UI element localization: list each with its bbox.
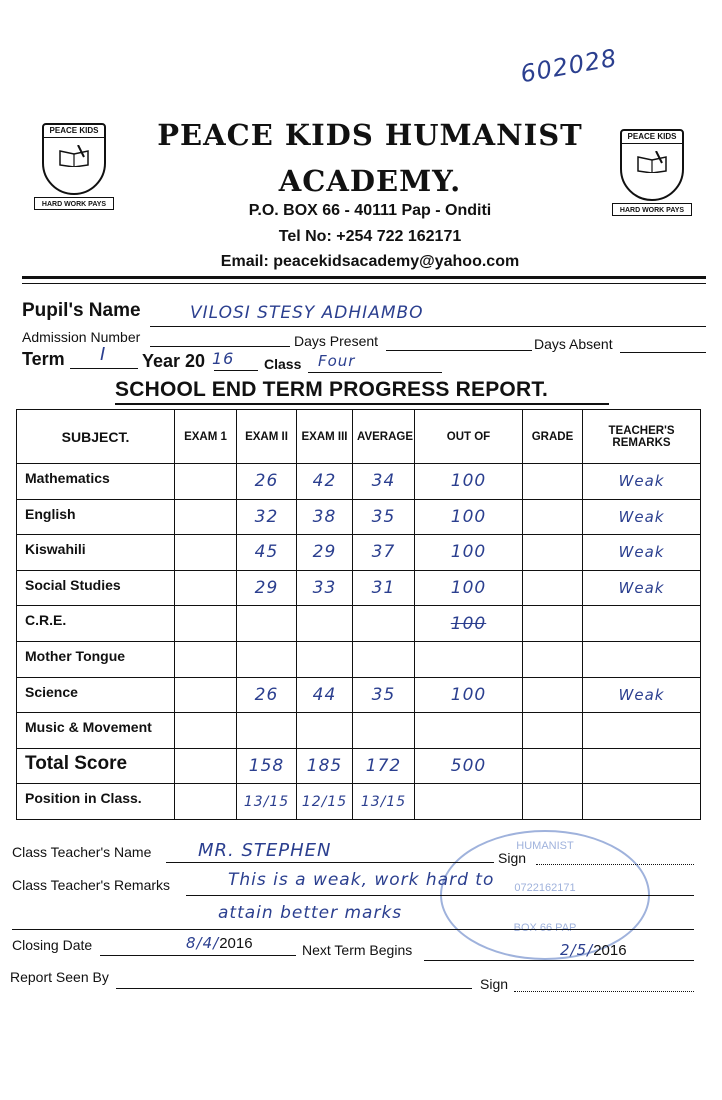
average-cell: 13/15 bbox=[353, 784, 415, 820]
class-value: Four bbox=[318, 352, 356, 370]
grade-cell bbox=[523, 784, 583, 820]
table-row-position bbox=[17, 784, 701, 820]
school-name bbox=[150, 112, 590, 204]
exam2-cell: 29 bbox=[237, 570, 297, 606]
logo-motto: HARD WORK PAYS bbox=[34, 197, 114, 210]
stamp-line3: BOX 66 PAP bbox=[513, 922, 577, 934]
exam2-cell bbox=[237, 641, 297, 677]
header-teacher-remarks: TEACHER'S REMARKS bbox=[583, 410, 701, 464]
remarks-cell: Weak bbox=[583, 464, 701, 500]
school-tel: Tel No: +254 722 162171 bbox=[278, 228, 462, 245]
class-teacher-name-line bbox=[166, 862, 494, 863]
remarks-cell: Weak bbox=[583, 535, 701, 571]
remarks-line-1 bbox=[186, 895, 694, 896]
logo-motto: HARD WORK PAYS bbox=[612, 203, 692, 216]
exam2-cell: 158 bbox=[237, 748, 297, 784]
header-grade: GRADE bbox=[523, 410, 583, 464]
subject-cell: Mathematics bbox=[17, 464, 175, 500]
subject-cell: Social Studies bbox=[17, 570, 175, 606]
exam3-cell: 185 bbox=[297, 748, 353, 784]
grade-cell bbox=[523, 499, 583, 535]
out-of-cell bbox=[415, 713, 523, 749]
school-logo-left bbox=[34, 115, 114, 215]
stamp-line2: 0722162171 bbox=[514, 882, 576, 894]
remarks-cell bbox=[583, 784, 701, 820]
subject-cell: English bbox=[17, 499, 175, 535]
remarks-cell bbox=[583, 606, 701, 642]
subject-cell: Science bbox=[17, 677, 175, 713]
exam2-cell bbox=[237, 606, 297, 642]
grade-cell bbox=[523, 570, 583, 606]
logo-top-text: PEACE KIDS bbox=[620, 129, 684, 144]
closing-date-day: 8/4/ bbox=[186, 934, 220, 952]
exam3-cell: 38 bbox=[297, 499, 353, 535]
year-value: 16 bbox=[212, 349, 235, 368]
out-of-cell bbox=[415, 784, 523, 820]
logo-top-text: PEACE KIDS bbox=[42, 123, 106, 138]
subject-cell: Music & Movement bbox=[17, 713, 175, 749]
exam2-cell: 26 bbox=[237, 677, 297, 713]
report-title: SCHOOL END TERM PROGRESS REPORT. bbox=[115, 378, 549, 401]
school-name-line2: ACADEMY. bbox=[278, 164, 462, 198]
days-present-label: Days Present bbox=[294, 333, 379, 349]
admission-number-line bbox=[150, 346, 290, 347]
term-value: I bbox=[100, 344, 107, 365]
exam1-cell bbox=[175, 606, 237, 642]
serial-number: 602028 bbox=[518, 43, 620, 89]
school-email: Email: peacekidsacademy@yahoo.com bbox=[220, 253, 520, 270]
remarks-cell bbox=[583, 713, 701, 749]
table-row bbox=[17, 570, 701, 606]
out-of-cell: 100 bbox=[415, 499, 523, 535]
term-line bbox=[70, 368, 138, 369]
sign-label-1: Sign bbox=[498, 850, 527, 866]
out-of-cell bbox=[415, 641, 523, 677]
remarks-value-line2: attain better marks bbox=[218, 903, 403, 923]
report-title-underline bbox=[115, 403, 609, 405]
average-cell: 31 bbox=[353, 570, 415, 606]
class-line bbox=[308, 372, 442, 373]
exam1-cell bbox=[175, 464, 237, 500]
pupil-name-value: VILOSI STESY ADHIAMBO bbox=[190, 303, 424, 323]
exam3-cell: 44 bbox=[297, 677, 353, 713]
exam2-cell: 13/15 bbox=[237, 784, 297, 820]
average-cell: 35 bbox=[353, 677, 415, 713]
days-absent-line bbox=[620, 352, 706, 353]
results-table bbox=[16, 409, 701, 820]
remarks-cell: Weak bbox=[583, 499, 701, 535]
report-seen-by-line bbox=[116, 988, 472, 989]
subject-cell: Mother Tongue bbox=[17, 641, 175, 677]
school-name-line1: PEACE KIDS HUMANIST bbox=[157, 118, 583, 152]
table-row bbox=[17, 535, 701, 571]
open-book-icon bbox=[58, 145, 90, 167]
header-subject: SUBJECT. bbox=[17, 410, 175, 464]
report-seen-by-label: Report Seen By bbox=[10, 969, 109, 985]
subject-cell: C.R.E. bbox=[17, 606, 175, 642]
average-cell: 34 bbox=[353, 464, 415, 500]
pupil-name-label: Pupil's Name bbox=[22, 300, 141, 321]
exam3-cell bbox=[297, 713, 353, 749]
exam2-cell: 32 bbox=[237, 499, 297, 535]
exam3-cell: 42 bbox=[297, 464, 353, 500]
out-of-cell: 100 bbox=[415, 570, 523, 606]
grade-cell bbox=[523, 606, 583, 642]
table-row bbox=[17, 677, 701, 713]
sign-label-2: Sign bbox=[480, 976, 509, 992]
class-teacher-name-value: MR. STEPHEN bbox=[198, 840, 332, 861]
days-absent-label: Days Absent bbox=[534, 336, 613, 352]
grade-cell bbox=[523, 535, 583, 571]
header-exam1: EXAM 1 bbox=[175, 410, 237, 464]
year-line bbox=[214, 370, 258, 371]
days-present-line bbox=[386, 350, 532, 351]
class-label: Class bbox=[264, 356, 302, 372]
table-row-total bbox=[17, 748, 701, 784]
exam1-cell bbox=[175, 748, 237, 784]
stamp-line1: HUMANIST bbox=[516, 840, 574, 852]
header-rule-thin bbox=[22, 283, 706, 284]
header-rule bbox=[22, 276, 706, 279]
term-label: Term bbox=[22, 349, 65, 369]
average-cell bbox=[353, 713, 415, 749]
average-cell: 35 bbox=[353, 499, 415, 535]
next-term-begins-line bbox=[424, 960, 694, 961]
remarks-line-2 bbox=[12, 929, 694, 930]
remarks-cell: Weak bbox=[583, 570, 701, 606]
closing-date-label: Closing Date bbox=[12, 937, 93, 953]
header-average: AVERAGE bbox=[353, 410, 415, 464]
table-header-row bbox=[17, 410, 701, 464]
out-of-cell: 100 bbox=[415, 535, 523, 571]
average-cell: 37 bbox=[353, 535, 415, 571]
school-logo-right bbox=[612, 121, 692, 221]
table-row bbox=[17, 641, 701, 677]
remarks-cell: Weak bbox=[583, 677, 701, 713]
table-row bbox=[17, 464, 701, 500]
sign-line-1 bbox=[536, 864, 694, 865]
exam3-cell: 12/15 bbox=[297, 784, 353, 820]
closing-date-line bbox=[100, 955, 296, 956]
subject-cell: Position in Class. bbox=[17, 784, 175, 820]
next-term-begins-label: Next Term Begins bbox=[302, 942, 413, 958]
header-exam2: EXAM II bbox=[237, 410, 297, 464]
admission-number-label: Admission Number bbox=[22, 329, 141, 345]
next-term-year: 2016 bbox=[593, 942, 627, 959]
pupil-name-line bbox=[150, 326, 706, 327]
out-of-cell: 500 bbox=[415, 748, 523, 784]
exam1-cell bbox=[175, 499, 237, 535]
exam1-cell bbox=[175, 641, 237, 677]
exam3-cell bbox=[297, 641, 353, 677]
exam1-cell bbox=[175, 784, 237, 820]
header-exam3: EXAM III bbox=[297, 410, 353, 464]
sign-line-2 bbox=[514, 991, 694, 992]
remarks-value-line1: This is a weak, work hard to bbox=[228, 870, 495, 890]
grade-cell bbox=[523, 641, 583, 677]
closing-date-value bbox=[186, 934, 253, 952]
out-of-cell: 100 bbox=[415, 464, 523, 500]
exam3-cell: 29 bbox=[297, 535, 353, 571]
grade-cell bbox=[523, 713, 583, 749]
closing-date-year: 2016 bbox=[219, 935, 253, 952]
class-teacher-name-label: Class Teacher's Name bbox=[12, 844, 152, 860]
exam3-cell bbox=[297, 606, 353, 642]
exam2-cell bbox=[237, 713, 297, 749]
out-of-cell: 100 bbox=[415, 677, 523, 713]
year-label: Year 20 bbox=[142, 351, 206, 371]
next-term-day: 2/5/ bbox=[560, 941, 594, 959]
grade-cell bbox=[523, 464, 583, 500]
class-teacher-remarks-label: Class Teacher's Remarks bbox=[12, 877, 171, 893]
exam3-cell: 33 bbox=[297, 570, 353, 606]
header-out-of: OUT OF bbox=[415, 410, 523, 464]
out-of-cell-struck: 100 bbox=[415, 606, 523, 642]
subject-cell: Kiswahili bbox=[17, 535, 175, 571]
exam2-cell: 45 bbox=[237, 535, 297, 571]
subject-cell: Total Score bbox=[17, 748, 175, 784]
average-cell bbox=[353, 641, 415, 677]
table-row bbox=[17, 713, 701, 749]
remarks-cell bbox=[583, 748, 701, 784]
average-cell bbox=[353, 606, 415, 642]
remarks-cell bbox=[583, 641, 701, 677]
exam1-cell bbox=[175, 677, 237, 713]
school-address: P.O. BOX 66 - 40111 Pap - Onditi bbox=[248, 202, 492, 219]
grade-cell bbox=[523, 748, 583, 784]
exam1-cell bbox=[175, 535, 237, 571]
exam1-cell bbox=[175, 570, 237, 606]
grade-cell bbox=[523, 677, 583, 713]
next-term-begins-value bbox=[560, 941, 627, 959]
table-row bbox=[17, 606, 701, 642]
exam1-cell bbox=[175, 713, 237, 749]
average-cell: 172 bbox=[353, 748, 415, 784]
open-book-icon bbox=[636, 151, 668, 173]
exam2-cell: 26 bbox=[237, 464, 297, 500]
table-row bbox=[17, 499, 701, 535]
